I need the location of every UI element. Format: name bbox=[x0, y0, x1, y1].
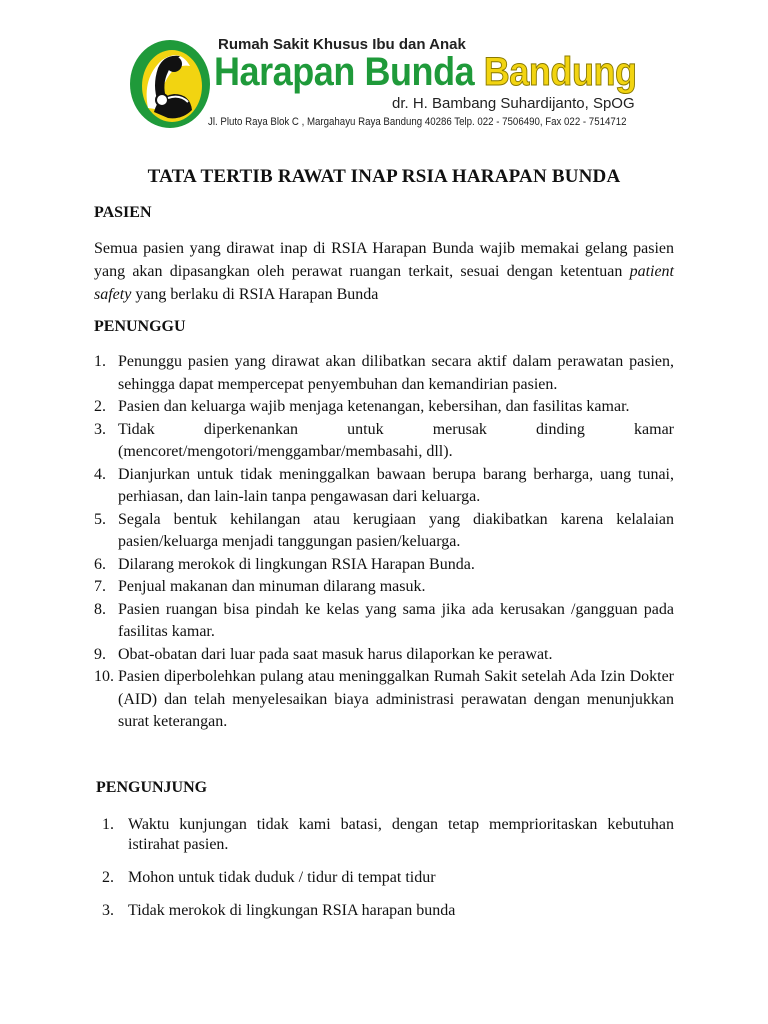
list-item bbox=[94, 464, 674, 509]
list-item-number: 2. bbox=[102, 869, 114, 886]
list-item-number: 3. bbox=[102, 902, 114, 919]
list-item-text: Obat-obatan dari luar pada saat masuk harus dilaporkan ke perawat. bbox=[118, 645, 553, 663]
hospital-address: Jl. Pluto Raya Blok C , Margahayu Raya Bandung 40286 Telp. 022 - 7506490, Fax 022 - 7514712 bbox=[208, 116, 627, 128]
list-item-text: Dianjurkan untuk tidak meninggalkan bawaan berupa barang berharga, uang tunai, perhiasan, dan lain-lain tanpa pengawasan dari keluarga. bbox=[118, 465, 674, 505]
pasien-paragraph bbox=[94, 237, 674, 306]
hospital-name-green: Harapan Bunda bbox=[214, 50, 475, 94]
list-item-text: Dilarang merokok di lingkungan RSIA Harapan Bunda. bbox=[118, 555, 475, 573]
list-item-number: 10. bbox=[94, 668, 114, 685]
list-item-text: Waktu kunjungan tidak kami batasi, dengan tetap memprioritaskan kebutuhan istirahat pasien. bbox=[128, 816, 674, 853]
list-item-text: Pasien dan keluarga wajib menjaga ketenangan, kebersihan, dan fasilitas kamar. bbox=[118, 398, 630, 415]
list-item bbox=[94, 599, 674, 644]
list-item-text: Penunggu pasien yang dirawat akan dilibatkan secara aktif dalam perawatan pasien, sehingga dapat mempercepat penyembuhan dan kemandirian pasien. bbox=[118, 353, 674, 393]
list-item-number: 1. bbox=[102, 816, 114, 833]
section-heading-pengunjung: PENGUNJUNG bbox=[96, 779, 208, 796]
list-item-number: 2. bbox=[94, 398, 106, 415]
penunggu-list bbox=[94, 351, 674, 734]
list-item-text: Penjual makanan dan minuman dilarang masuk. bbox=[118, 578, 426, 595]
pasien-text-1: Semua pasien yang dirawat inap di RSIA Harapan Bunda wajib memakai gelang pasien yang akan dipasangkan oleh perawat ruangan terkait, sesuai dengan ketentuan bbox=[94, 240, 674, 280]
pasien-text-italic: patient safety bbox=[94, 263, 674, 303]
list-item bbox=[94, 509, 674, 554]
hospital-name-yellow: Bandung bbox=[483, 50, 637, 94]
list-item-text: Pasien ruangan bisa pindah ke kelas yang sama jika ada kerusakan /gangguan pada fasilitas kamar. bbox=[118, 600, 674, 640]
list-item bbox=[94, 666, 674, 734]
list-item-number: 1. bbox=[94, 353, 106, 370]
list-item-number: 4. bbox=[94, 465, 106, 483]
list-item bbox=[102, 901, 674, 921]
doctor-name: dr. H. Bambang Suhardijanto, SpOG bbox=[392, 95, 635, 112]
pengunjung-list bbox=[102, 815, 674, 934]
list-item-number: 5. bbox=[94, 510, 106, 528]
list-item-number: 3. bbox=[94, 420, 106, 438]
pasien-text-2: yang berlaku di RSIA Harapan Bunda bbox=[131, 286, 379, 303]
document-title: TATA TERTIB RAWAT INAP RSIA HARAPAN BUNDA bbox=[147, 166, 621, 187]
hospital-name bbox=[214, 50, 637, 94]
list-item-text: Segala bentuk kehilangan atau kerugiaan yang diakibatkan karena kelalaian pasien/keluarga menjadi tanggungan pasien/keluarga. bbox=[118, 510, 674, 550]
list-item bbox=[94, 576, 674, 599]
list-item-text: Tidak diperkenankan untuk merusak dinding kamar (mencoret/mengotori/menggambar/membasahi, dll). bbox=[118, 420, 674, 460]
list-item-number: 8. bbox=[94, 600, 106, 618]
list-item-number: 9. bbox=[94, 645, 106, 663]
list-item bbox=[102, 815, 674, 855]
letterhead bbox=[128, 36, 648, 136]
list-item bbox=[94, 644, 674, 667]
hospital-subtitle: Rumah Sakit Khusus Ibu dan Anak bbox=[218, 36, 466, 53]
list-item-number: 6. bbox=[94, 555, 106, 573]
list-item-text: Mohon untuk tidak duduk / tidur di tempat tidur bbox=[128, 869, 436, 886]
list-item bbox=[102, 868, 674, 888]
section-heading-penunggu: PENUNGGU bbox=[94, 318, 186, 335]
list-item bbox=[94, 419, 674, 464]
list-item bbox=[94, 554, 674, 577]
list-item-text: Tidak merokok di lingkungan RSIA harapan bunda bbox=[128, 902, 456, 919]
section-heading-pasien: PASIEN bbox=[94, 204, 152, 221]
list-item-text: Pasien diperbolehkan pulang atau meninggalkan Rumah Sakit setelah Ada Izin Dokter (AID) dan telah menyelesaikan biaya administrasi perawatan dengan menunjukkan surat keterangan. bbox=[118, 668, 674, 730]
list-item bbox=[94, 396, 674, 419]
list-item-number: 7. bbox=[94, 578, 106, 595]
mother-child-logo-icon bbox=[128, 38, 212, 130]
list-item bbox=[94, 351, 674, 396]
